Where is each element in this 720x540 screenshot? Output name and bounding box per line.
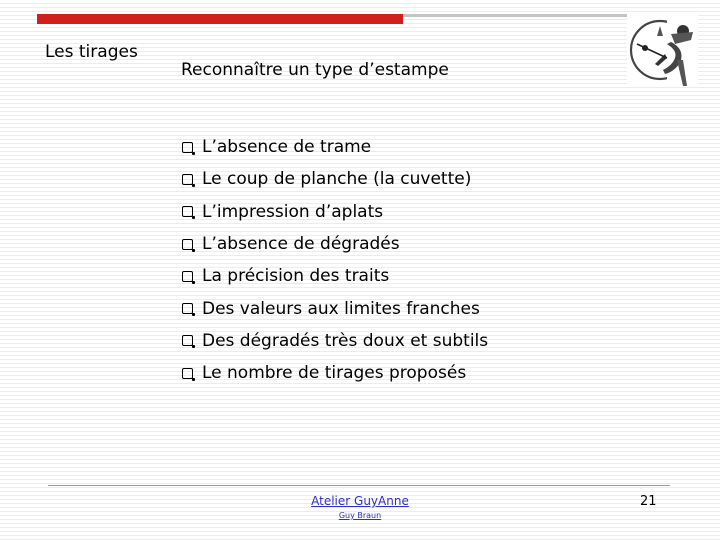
checkbox-square-icon: [182, 368, 193, 379]
violinist-logo-icon: [627, 14, 698, 87]
section-title: Les tirages: [45, 42, 138, 62]
footer-divider: [48, 485, 670, 486]
checkbox-square-icon: [182, 174, 193, 185]
bullet-item: L’absence de dégradés: [182, 228, 488, 260]
checkbox-square-icon: [182, 335, 193, 346]
checkbox-square-icon: [182, 239, 193, 250]
bullet-item: Des valeurs aux limites franches: [182, 292, 488, 324]
top-accent-bar: [37, 14, 403, 24]
bullet-item: Des dégradés très doux et subtils: [182, 325, 488, 357]
checkbox-square-icon: [182, 271, 193, 282]
slide-heading: Reconnaître un type d’estampe: [181, 60, 449, 80]
page-number: 21: [640, 494, 657, 509]
bullet-list: [182, 131, 488, 389]
bullet-item: L’absence de trame: [182, 131, 488, 163]
footer-sublink[interactable]: Guy Braun: [338, 511, 382, 520]
top-gray-rule: [403, 14, 665, 17]
checkbox-square-icon: [182, 142, 193, 153]
bullet-item: Le coup de planche (la cuvette): [182, 163, 488, 195]
footer-link[interactable]: Atelier GuyAnne: [311, 494, 409, 508]
bullet-item: La précision des traits: [182, 260, 488, 292]
bullet-item: L’impression d’aplats: [182, 196, 488, 228]
checkbox-square-icon: [182, 206, 193, 217]
bullet-item: Le nombre de tirages proposés: [182, 357, 488, 389]
checkbox-square-icon: [182, 303, 193, 314]
